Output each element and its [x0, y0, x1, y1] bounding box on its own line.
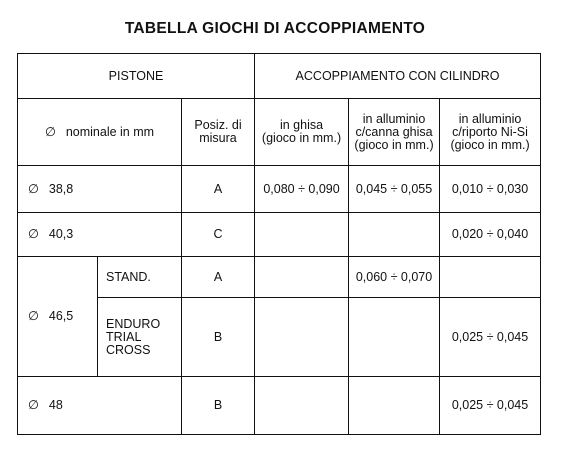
ghisa-cell: [255, 257, 349, 298]
variant-label-line: ENDURO: [106, 316, 161, 331]
variant-label-line: CROSS: [106, 342, 151, 357]
diameter-value: 40,3: [48, 227, 74, 241]
all-nisi-cell: 0,010 ÷ 0,030: [440, 166, 541, 213]
ghisa-cell: [255, 298, 349, 377]
diameter-cell: [18, 257, 98, 377]
header-all-nisi-line3: (gioco in mm.): [450, 137, 530, 152]
posiz-cell: A: [182, 166, 255, 213]
diameter-symbol: ∅: [28, 398, 39, 412]
header-all-canna-line1: in alluminio: [362, 111, 426, 126]
diameter-value: 48: [48, 398, 63, 412]
posiz-cell: B: [182, 298, 255, 377]
diameter-symbol: ∅: [44, 124, 56, 139]
table-row: [18, 257, 541, 298]
header-nominale-label: nominale in mm: [65, 124, 155, 139]
header-ghisa-line1: in ghisa: [279, 118, 324, 132]
header-all-nisi: [440, 99, 541, 166]
ghisa-cell: 0,080 ÷ 0,090: [255, 166, 349, 213]
table-row: [18, 213, 541, 257]
all-canna-cell: 0,060 ÷ 0,070: [349, 257, 440, 298]
all-canna-cell: [349, 298, 440, 377]
ghisa-cell: [255, 377, 349, 435]
header-posiz: [182, 99, 255, 166]
diameter-cell: [18, 377, 182, 435]
header-all-nisi-line2: c/riporto Ni-Si: [452, 124, 528, 139]
diameter-value: 38,8: [48, 181, 74, 196]
all-nisi-cell: 0,020 ÷ 0,040: [440, 213, 541, 257]
all-nisi-cell: 0,025 ÷ 0,045: [440, 298, 541, 377]
diameter-symbol: ∅: [28, 181, 39, 196]
diameter-symbol: ∅: [28, 309, 39, 323]
ghisa-cell: [255, 213, 349, 257]
diameter-cell: [18, 213, 182, 257]
header-ghisa-line2: (gioco in mm.): [261, 131, 342, 145]
header-all-canna-line2: c/canna ghisa: [355, 124, 433, 139]
header-row-columns: [18, 99, 541, 166]
diameter-value: 46,5: [48, 309, 74, 323]
header-accoppiamento: [255, 54, 541, 99]
posiz-cell: B: [182, 377, 255, 435]
header-accoppiamento-label: ACCOPPIAMENTO CON CILINDRO: [295, 68, 500, 83]
header-pistone: [18, 54, 255, 99]
variant-label: STAND.: [106, 269, 151, 284]
variant-label-line: TRIAL: [106, 329, 142, 344]
diameter-symbol: ∅: [28, 227, 39, 241]
header-all-canna-line3: (gioco in mm.): [354, 137, 434, 152]
all-canna-cell: 0,045 ÷ 0,055: [349, 166, 440, 213]
posiz-cell: A: [182, 257, 255, 298]
all-canna-cell: [349, 377, 440, 435]
all-nisi-cell: 0,025 ÷ 0,045: [440, 377, 541, 435]
all-canna-cell: [349, 213, 440, 257]
posiz-cell: C: [182, 213, 255, 257]
header-row-groups: [18, 54, 541, 99]
table-row: [18, 377, 541, 435]
variant-label-cell: [98, 257, 182, 298]
all-nisi-cell: [440, 257, 541, 298]
header-pistone-label: PISTONE: [108, 68, 164, 83]
coupling-clearance-table: [17, 53, 541, 435]
header-posiz-line2: misura: [199, 131, 237, 145]
table-row: [18, 166, 541, 213]
diameter-cell: [18, 166, 182, 213]
header-posiz-line1: Posiz. di: [194, 118, 242, 132]
header-ghisa: [255, 99, 349, 166]
header-all-canna: [349, 99, 440, 166]
variant-label-cell: [98, 298, 182, 377]
page-title: TABELLA GIOCHI DI ACCOPPIAMENTO: [124, 20, 426, 37]
header-nominale: [18, 99, 182, 166]
header-all-nisi-line1: in alluminio: [458, 111, 522, 126]
